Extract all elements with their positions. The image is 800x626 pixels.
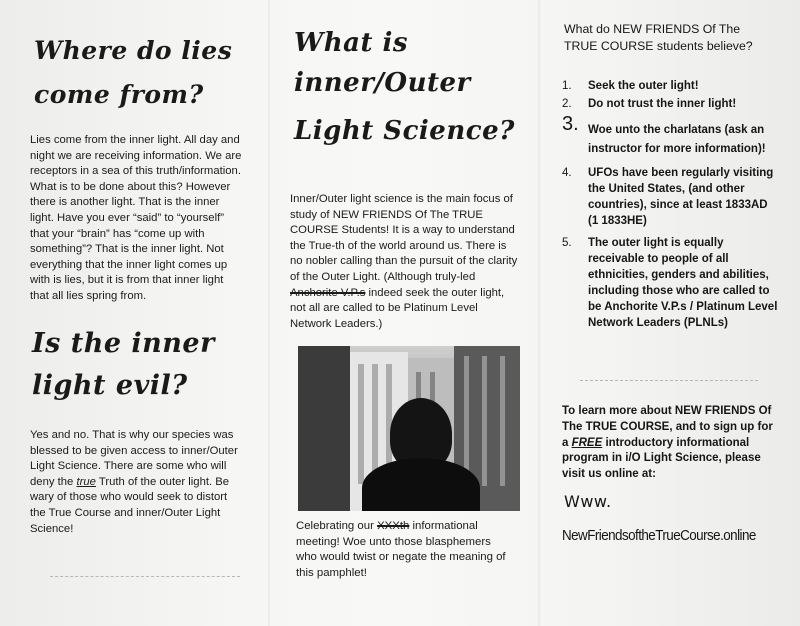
belief-number: 5. [562,237,572,249]
belief-text: Do not trust the inner light! [588,98,737,110]
belief-item [562,165,780,229]
heading-line: What is [294,28,409,58]
heading-line: Is the inner [32,328,215,359]
scribble-divider [580,372,758,381]
photo-caption [296,519,510,581]
heading-inner-light-evil [32,328,215,402]
window-column [372,364,378,484]
text-span: To learn more about NEW FRIENDS Of The TRUE COURSE, and to sign up for a [562,405,773,449]
belief-text: Seek the outer light! [588,80,699,92]
window-column [358,364,364,484]
window-column [482,356,487,486]
heading-line: light evil? [32,370,188,401]
paragraph-science [290,192,520,332]
website-link[interactable]: NewFriendsoftheTrueCourse.online [562,528,756,544]
emphasis-true: true [76,475,96,488]
scribble-divider [50,568,240,577]
heading-what-is-light-science [294,26,515,148]
text-span: indeed seek the outer light, not all are called to be Platinum Level Network Leaders.) [290,286,505,330]
text-span: Celebrating our [296,520,378,532]
fold-line-right [538,0,541,626]
heading-line: come from? [34,80,204,109]
text-span: Yes and no. That is why our species was blessed to be given access to inner/Outer Light Science. There are some who will deny the [30,429,238,488]
beliefs-heading: What do NEW FRIENDS Of The TRUE COURSE students believe? [564,22,753,53]
beliefs-list [562,78,780,337]
paragraph-evil [30,428,242,537]
struck-text: XXXth [377,520,410,532]
heading-where-do-lies [34,36,232,110]
belief-number: 4. [562,167,572,179]
struck-text: Anchorite V.P.s [290,286,366,299]
window-column [500,356,505,486]
url-prefix: Www. [564,492,612,511]
window-column [464,356,469,486]
text-span: informational meeting! Woe unto those blasphemers who would twist or negate the meaning of this pamphlet! [296,520,506,579]
belief-text: UFOs have been regularly visiting the United States, (and other countries), since at least 1833AD (1 1833HE) [588,167,774,227]
text-span: Inner/Outer light science is the main focus of study of NEW FRIENDS Of The TRUE COURSE Students! It is a way to understand the True-th of the world around us. There is no nobler calling than the pursuit of the clarity of the Outer Light. (Although truly-led [290,193,518,283]
belief-text: The outer light is equally receivable to people of all ethnicities, genders and abilities, including those who are called to be Anchorite V.P.s / Platinum Level Network Leaders (PLNLs) [588,237,778,329]
belief-number: 1. [562,80,572,92]
belief-number: 2. [562,98,572,110]
belief-text: Woe unto the charlatans (ask an instructor for more information)! [588,124,766,155]
belief-item [562,113,780,159]
belief-number: 3. [562,113,579,135]
heading-line: Where do lies [34,36,233,65]
cta-paragraph [562,404,778,483]
paragraph-lies: Lies come from the inner light. All day and night we are receiving information. We are receptors in a sea of this truth/information. What is to be done about this? However there is another light. That is the inner light. Have you ever “said” to “yourself” that your “brain” has “come up with something”? That is the inner light. Not everything that the inner light comes up with is lies, but it is from that inner light that all lies spring from. [30,134,242,302]
text-span: Truth of the outer light. Be wary of those who would seek to distort the True Course and inner/Outer Light Science! [30,475,230,535]
emphasis-free: FREE [571,436,603,449]
right-panel [562,0,782,626]
person-shoulders-silhouette [362,458,480,511]
text-span: introductory informational program in i/O Light Science, please visit us online at: [562,436,761,481]
left-panel [30,0,252,626]
heading-line: inner/Outer [294,68,471,98]
fold-line-left [268,0,271,626]
meeting-photo [298,346,520,511]
building-left [298,346,350,511]
middle-panel [290,0,522,626]
belief-item [562,235,780,331]
belief-item [562,96,780,112]
belief-item [562,78,780,94]
heading-line: Light Science? [294,116,515,146]
